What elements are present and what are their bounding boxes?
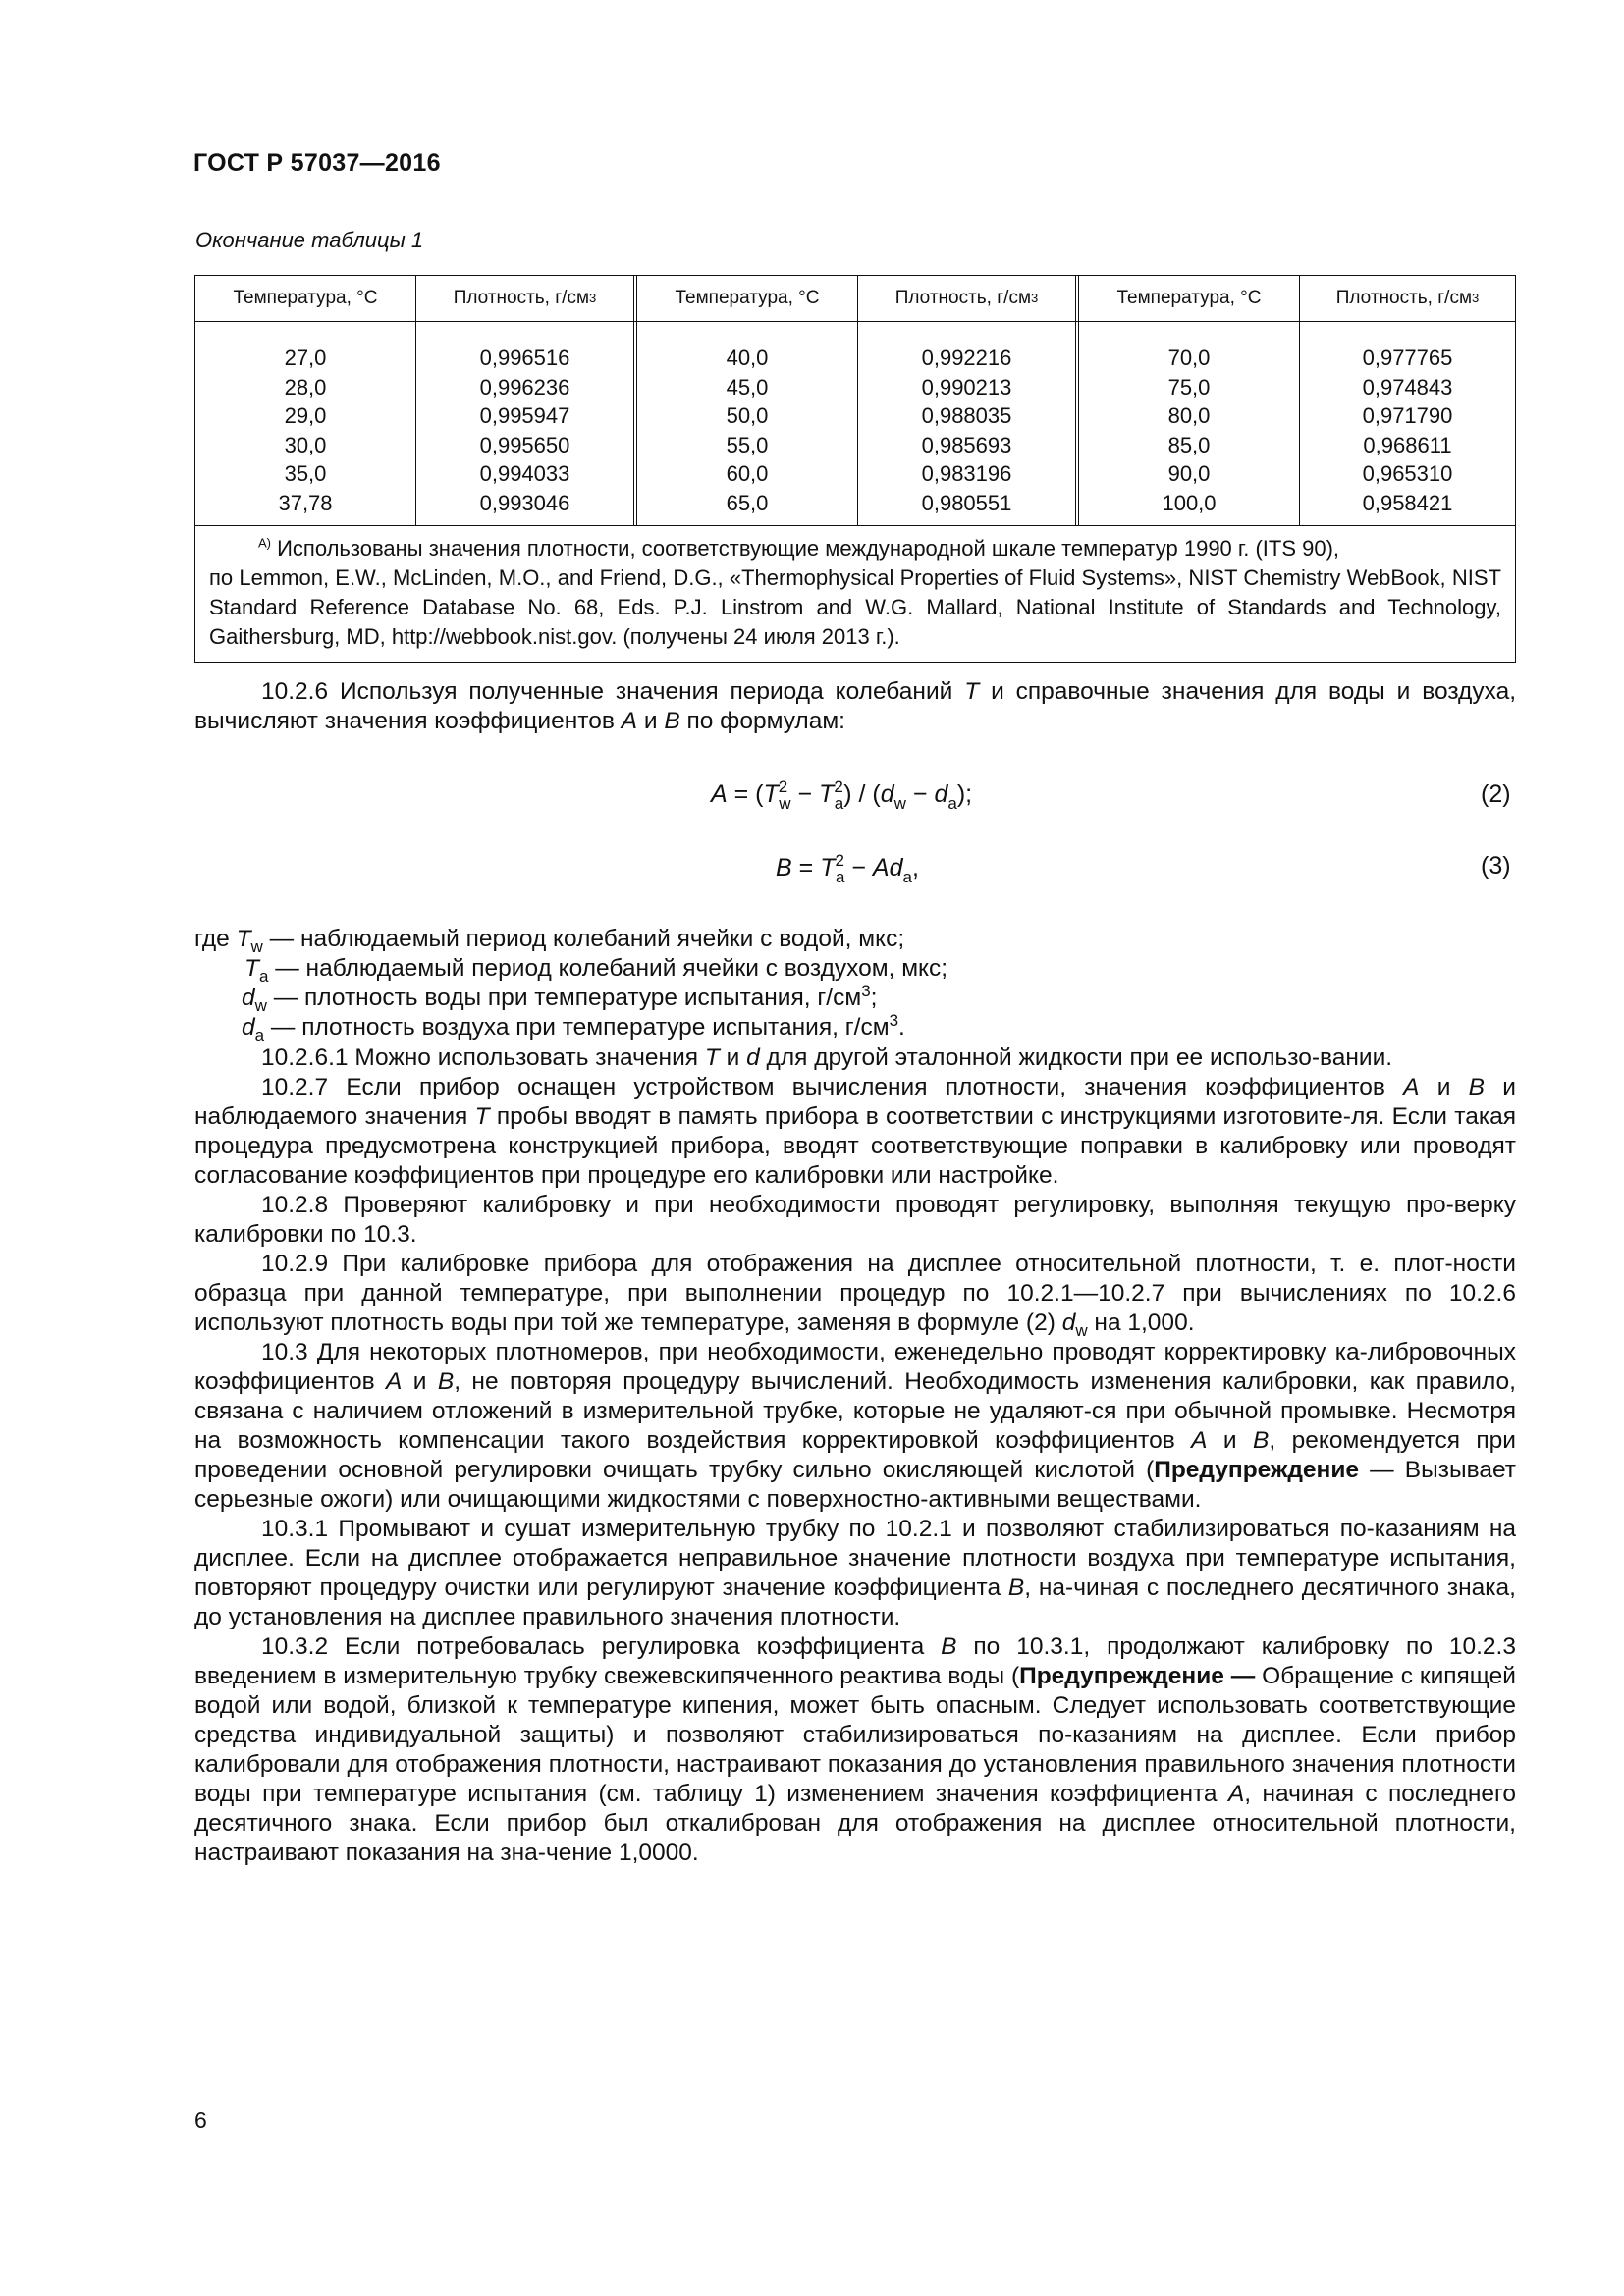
column-header: Плотность, г/см 3 [858,276,1079,321]
variable-row: $T_a$ — наблюдаемый период колебаний ячейки с воздухом, мкс; [244,955,948,986]
table-cell: 29,0 [284,403,327,428]
table-cell: 0,996236 [479,374,570,400]
column-header: Плотность, г/см 3 [416,276,637,321]
table-cell: 0,995947 [479,403,570,428]
table-cell: 0,971790 [1362,403,1453,428]
paragraph-10-2-6-1: 10.2.6.1 Можно использовать значения Т и d для другой эталонной жидкости при ее использо-вании. [261,1044,1393,1071]
paragraph-10-2-6: 10.2.6 Используя полученные значения периода колебаний Т и справочные значения для воды и воздуха, вычисляют значения коэффициентов А и В по формулам: [194,678,1516,734]
paragraph-10-2-8: 10.2.8 Проверяют калибровку и при необходимости проводят регулировку, выполняя текущую про-верку калибровки по 10.3. [194,1192,1516,1248]
table-cell: 0,992216 [921,346,1012,370]
table-cell: 70,0 [1167,346,1211,370]
paragraph-10-3-1: 10.3.1 Промывают и сушат измерительную трубку по 10.2.1 и позволяют стабилизироваться по-казаниям на дисплее. Если на дисплее отображается неправильное значение плотности воздуха при температуре испытания, повторяют процедуру очистки или регулируют значение коэффициента В, на-чиная с последнего десятичного знака, до установления на дисплее правильного значения плотности. [194,1516,1516,1630]
formula-3: $B = T^2_a - Ad_a$, [776,851,919,886]
paragraph-10-2-9: 10.2.9 При калибровке прибора для отображения на дисплее относительной плотности, т. е. плот-ности образца при данной температуре, при выполнении процедур по 10.2.1—10.2.7 при вычислениях по 10.2.6 используют плотность воды при той же температуре, заменяя в формуле (2) $d_w$ на 1,000. [194,1251,1516,1340]
table-cell: 37,78 [278,490,333,515]
footnote-marker: А) [258,535,271,551]
column-header: Температура, °С [1079,276,1300,321]
formula-2: $A = (T^2_w - T^2_a) / (d_w - d_a)$; [711,777,973,813]
table-footnote: $^{А)}$ Использованы значения плотности, соответствующие международной шкале температур 1990 г. (ITS 90), по Lemmon, E.W., McLinden, M.O., and Friend, D.G., «Thermophysical Properties of Fluid Systems», NIST Chemistry WebBook, NIST Standard Reference Database No. 68, Eds. P.J. Linstrom and W.G. Mallard, National Institute of Standards and Technology, Gaithersburg, MD, http://webbook.nist.gov. (получены 24 июля 2013 г.). [209,535,1501,649]
table-cell: 30,0 [284,432,327,457]
table-cell: 90,0 [1167,461,1211,486]
table-column [195,322,416,525]
table-column [1079,322,1300,525]
table-cell: 50,0 [726,403,769,428]
table-cell: 0,990213 [921,374,1012,400]
table-cell: 60,0 [726,461,769,486]
table-cell: 0,995650 [479,432,570,457]
density-table [194,275,1516,663]
table-cell: 0,965310 [1362,461,1453,486]
document-header: ГОСТ Р 57037—2016 [193,149,441,177]
table-cell: 55,0 [726,432,769,457]
table-cell: 28,0 [284,374,327,400]
equation-number-3: (3) [1481,852,1511,880]
table-cell: 0,994033 [479,461,570,486]
table-cell: 0,988035 [921,403,1012,428]
table-cell: 0,974843 [1362,374,1453,400]
paragraph-10-2-7: 10.2.7 Если прибор оснащен устройством вычисления плотности, значения коэффициентов А и В и наблюдаемого значения Т пробы вводят в память прибора в соответствии с инструкциями изготовите-ля. Если такая процедура предусмотрена конструкцией прибора, вводят соответствующие поправки в калибровку или проводят согласование коэффициентов при процедуре его калибровки или настройке. [194,1074,1516,1189]
table-column [416,322,637,525]
table-caption: Окончание таблицы 1 [195,228,424,252]
column-header: Температура, °С [195,276,416,321]
body-text [194,1043,1516,1868]
variable-row: $d_w$ — плотность воды при температуре испытания, $г/см^3$; [242,981,878,1015]
variable-row: где $T_w$ — наблюдаемый период колебаний ячейки с водой, мкс; [194,926,905,956]
page-number: 6 [194,2108,207,2133]
table-cell: 100,0 [1162,490,1217,515]
table-cell: 75,0 [1167,374,1211,400]
table-cell: 0,985693 [921,432,1012,457]
table-cell: 0,958421 [1362,490,1453,515]
table-cell: 35,0 [284,461,327,486]
column-header: Плотность, г/см 3 [1335,288,1480,308]
table-cell: 0,980551 [921,490,1012,515]
table-cell: 27,0 [284,346,327,370]
table-cell: 45,0 [726,374,769,400]
table-cell: 0,968611 [1363,432,1452,457]
table-cell: 0,983196 [921,461,1012,486]
table-cell: 0,993046 [479,490,570,515]
table-header-row [195,276,1515,322]
table-cell: 0,996516 [479,346,570,370]
paragraph-10-3: 10.3 Для некоторых плотномеров, при необходимости, еженедельно проводят корректировку ка-либровочных коэффициентов А и В, не повторяя процедуру вычислений. Необходимость изменения калибровки, как правило, связана с наличием отложений в измерительной трубке, которые не удаляют-ся при обычной промывке. Несмотря на возможность компенсации такого воздействия корректировкой коэффициентов А и В, рекомендуется при проведении основной регулировки очищать трубку сильно окисляющей кислотой (Предупреждение — Вызывает серьезные ожоги) или очищающими жидкостями с поверхностно-активными веществами. [194,1339,1517,1513]
table-cell: 85,0 [1167,432,1211,457]
table-body [195,322,1515,526]
table-cell: 0,977765 [1362,346,1453,370]
paragraph-10-3-2: 10.3.2 Если потребовалась регулировка коэффициента В по 10.3.1, продолжают калибровку по 10.2.3 введением в измерительную трубку свежевскипяченного реактива воды (Предупреждение — Обращение с кипящей водой или водой, близкой к температуре кипения, может быть опасным. Следует использовать соответствующие средства индивидуальной защиты) и позволяют стабилизироваться по-казаниям на дисплее. Если прибор калибровали для отображения плотности, настраивают показания до установления правильного значения плотности воды при температуре испытания (см. таблицу 1) изменением значения коэффициента А, начиная с последнего десятичного знака. Если прибор был откалиброван для отображения на дисплее относительной плотности, настраивают показания на зна-чение 1,0000. [194,1633,1516,1866]
variables-list [194,925,947,1042]
table-cell: 80,0 [1167,403,1211,428]
table-column [858,322,1079,525]
equation-number-2: (2) [1481,780,1511,808]
table-cell: 40,0 [726,346,769,370]
column-header: Температура, °С [637,276,858,321]
variable-row: $d_a$ — плотность воздуха при температуре испытания, $г/см^3$. [242,1010,905,1044]
table-column [1300,322,1515,525]
table-cell: 65,0 [726,490,769,515]
table-column [637,322,858,525]
